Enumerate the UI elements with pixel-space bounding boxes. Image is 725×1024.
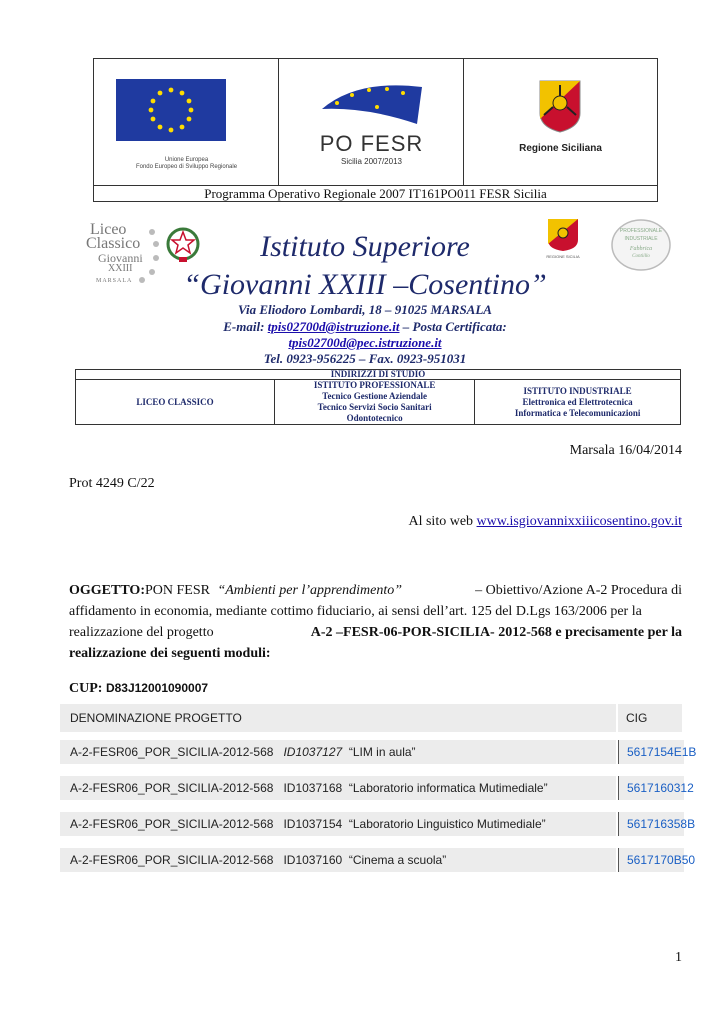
eu-logo-cell	[94, 59, 279, 185]
logo-box	[93, 58, 658, 202]
project-title: “Laboratorio informatica Mutimediale”	[348, 781, 548, 795]
project-title: “Cinema a scuola”	[348, 853, 447, 867]
project-cell	[60, 776, 616, 800]
letter-date: Marsala 16/04/2014	[569, 443, 682, 458]
prof-line-3: Fabbrica	[629, 246, 653, 252]
po-fesr-text: PO FESR	[319, 131, 424, 156]
page-number: 1	[675, 950, 682, 965]
study-table	[75, 369, 681, 425]
oggetto-line1-rest: – Obiettivo/Azione A-2 Procedura di	[475, 583, 682, 598]
table-row	[60, 812, 696, 836]
eu-caption-2: Fondo Europeo di Sviluppo Regionale	[135, 164, 238, 170]
project-cig: 5617160312	[618, 776, 684, 800]
ind-head: ISTITUTO INDUSTRIALE	[523, 385, 632, 396]
oggetto-pon: PON FESR	[144, 583, 210, 598]
school-email-line	[120, 319, 610, 335]
project-code: A-2-FESR06_POR_SICILIA-2012-568	[70, 781, 274, 795]
table-row	[60, 848, 696, 872]
study-col-professionale	[275, 380, 475, 425]
project-cig: 5617170B50	[618, 848, 684, 872]
recipient-label: Al sito web	[408, 514, 474, 529]
prof-head: ISTITUTO PROFESSIONALE	[313, 380, 436, 390]
pec-link[interactable]: tpis02700d@pec.istruzione.it	[288, 335, 442, 350]
project-cell	[60, 848, 616, 872]
liceo-line-4: XXIII	[108, 263, 133, 274]
school-tel: Tel. 0923-956225 – Fax. 0923-951031	[263, 351, 467, 366]
trinacria-small-icon	[547, 218, 579, 252]
project-cell	[60, 740, 616, 764]
oggetto-italic: “Ambienti per l’apprendimento”	[217, 583, 403, 598]
programma-caption: Programma Operativo Regionale 2007 IT161PO011 FESR Sicilia	[94, 185, 657, 202]
oggetto-line3-a: realizzazione del progetto	[69, 625, 214, 640]
oggetto-line-4: realizzazione dei seguenti moduli:	[69, 646, 271, 661]
pec-label: – Posta Certificata:	[402, 319, 507, 334]
project-title: “LIM in aula”	[348, 745, 416, 759]
recipient-line	[300, 512, 682, 532]
email-link[interactable]: tpis02700d@istruzione.it	[267, 319, 400, 334]
project-id: ID1037168	[283, 781, 343, 795]
study-col-industriale	[475, 380, 681, 425]
table-row	[60, 776, 694, 800]
liceo-line-1: Liceo	[90, 221, 127, 238]
header-name: DENOMINAZIONE PROGETTO	[60, 704, 616, 732]
project-table-header	[60, 704, 684, 728]
project-id: ID1037160	[283, 853, 343, 867]
cup-line	[69, 678, 208, 699]
recipient-url-link[interactable]: www.isgiovannixxiiicosentino.gov.it	[476, 514, 682, 529]
prof-item-3: Odontotecnico	[346, 413, 403, 423]
table-row	[60, 740, 697, 764]
liceo-line-2: Classico	[86, 235, 141, 252]
study-table-header: INDIRIZZI DI STUDIO	[76, 370, 681, 380]
prof-item-1: Tecnico Gestione Aziendale	[322, 391, 427, 401]
liceo-line-3: Giovanni	[98, 251, 143, 265]
oggetto-label: OGGETTO:	[69, 583, 145, 598]
email-label: E-mail:	[223, 319, 265, 334]
header-cig: CIG	[618, 704, 682, 732]
cup-label: CUP:	[69, 681, 103, 696]
oggetto-line-1	[69, 581, 682, 601]
prof-line-4: Contiillo	[632, 254, 650, 259]
cup-value: D83J12001090007	[105, 681, 209, 695]
oggetto-line-3	[69, 623, 682, 643]
project-code: A-2-FESR06_POR_SICILIA-2012-568	[70, 745, 274, 759]
school-pec-line	[120, 335, 610, 351]
oggetto-line3-b: A-2 –FESR-06-POR-SICILIA- 2012-568 e precisamente per la	[310, 625, 682, 640]
project-id: ID1037127	[283, 745, 343, 759]
prof-item-2: Tecnico Servizi Socio Sanitari	[317, 402, 432, 412]
ind-item-1: Elettronica ed Elettrotecnica	[522, 396, 633, 407]
eu-caption-1: Unione Europea	[164, 157, 209, 163]
project-title: “Laboratorio Linguistico Mutimediale”	[348, 817, 546, 831]
repubblica-emblem-icon	[166, 224, 200, 264]
prof-line-1: PROFESSIONALE	[619, 228, 663, 234]
eu-flag-icon	[116, 79, 226, 141]
project-cig: 5617154E1B	[618, 740, 684, 764]
project-code: A-2-FESR06_POR_SICILIA-2012-568	[70, 817, 274, 831]
project-code: A-2-FESR06_POR_SICILIA-2012-568	[70, 853, 274, 867]
po-fesr-sub: Sicilia 2007/2013	[341, 157, 402, 166]
school-address: Via Eliodoro Lombardi, 18 – 91025 MARSALA	[238, 302, 492, 317]
ind-item-2: Informatica e Telecomunicazioni	[514, 407, 641, 418]
professionale-logo	[610, 218, 672, 272]
professionale-badge-icon	[610, 218, 672, 272]
regione-logo-cell	[464, 59, 657, 185]
prof-line-2: INDUSTRIALE	[624, 236, 658, 242]
study-col-liceo: LICEO CLASSICO	[76, 380, 275, 425]
letter-prot: Prot 4249 C/22	[69, 476, 155, 491]
liceo-line-5: MARSALA	[96, 278, 133, 284]
po-fesr-stars-icon	[317, 79, 427, 129]
regione-label: Regione Siciliana	[519, 143, 602, 154]
trinacria-emblem-icon	[538, 79, 582, 133]
project-cell	[60, 812, 616, 836]
project-id: ID1037154	[283, 817, 343, 831]
project-cig: 561716358B	[618, 812, 684, 836]
school-title-2: “Giovanni XXIII –Cosentino”	[183, 268, 547, 301]
oggetto-line-2: affidamento in economia, mediante cottimo fiduciario, ai sensi dell’art. 125 del D.Lgs 163/2006 per la	[69, 604, 642, 619]
regione-small-label: REGIONE SICILIA	[546, 254, 580, 259]
regione-small-logo	[540, 218, 586, 264]
school-title-1: Istituto Superiore	[260, 230, 470, 263]
po-fesr-logo-cell	[279, 59, 464, 185]
